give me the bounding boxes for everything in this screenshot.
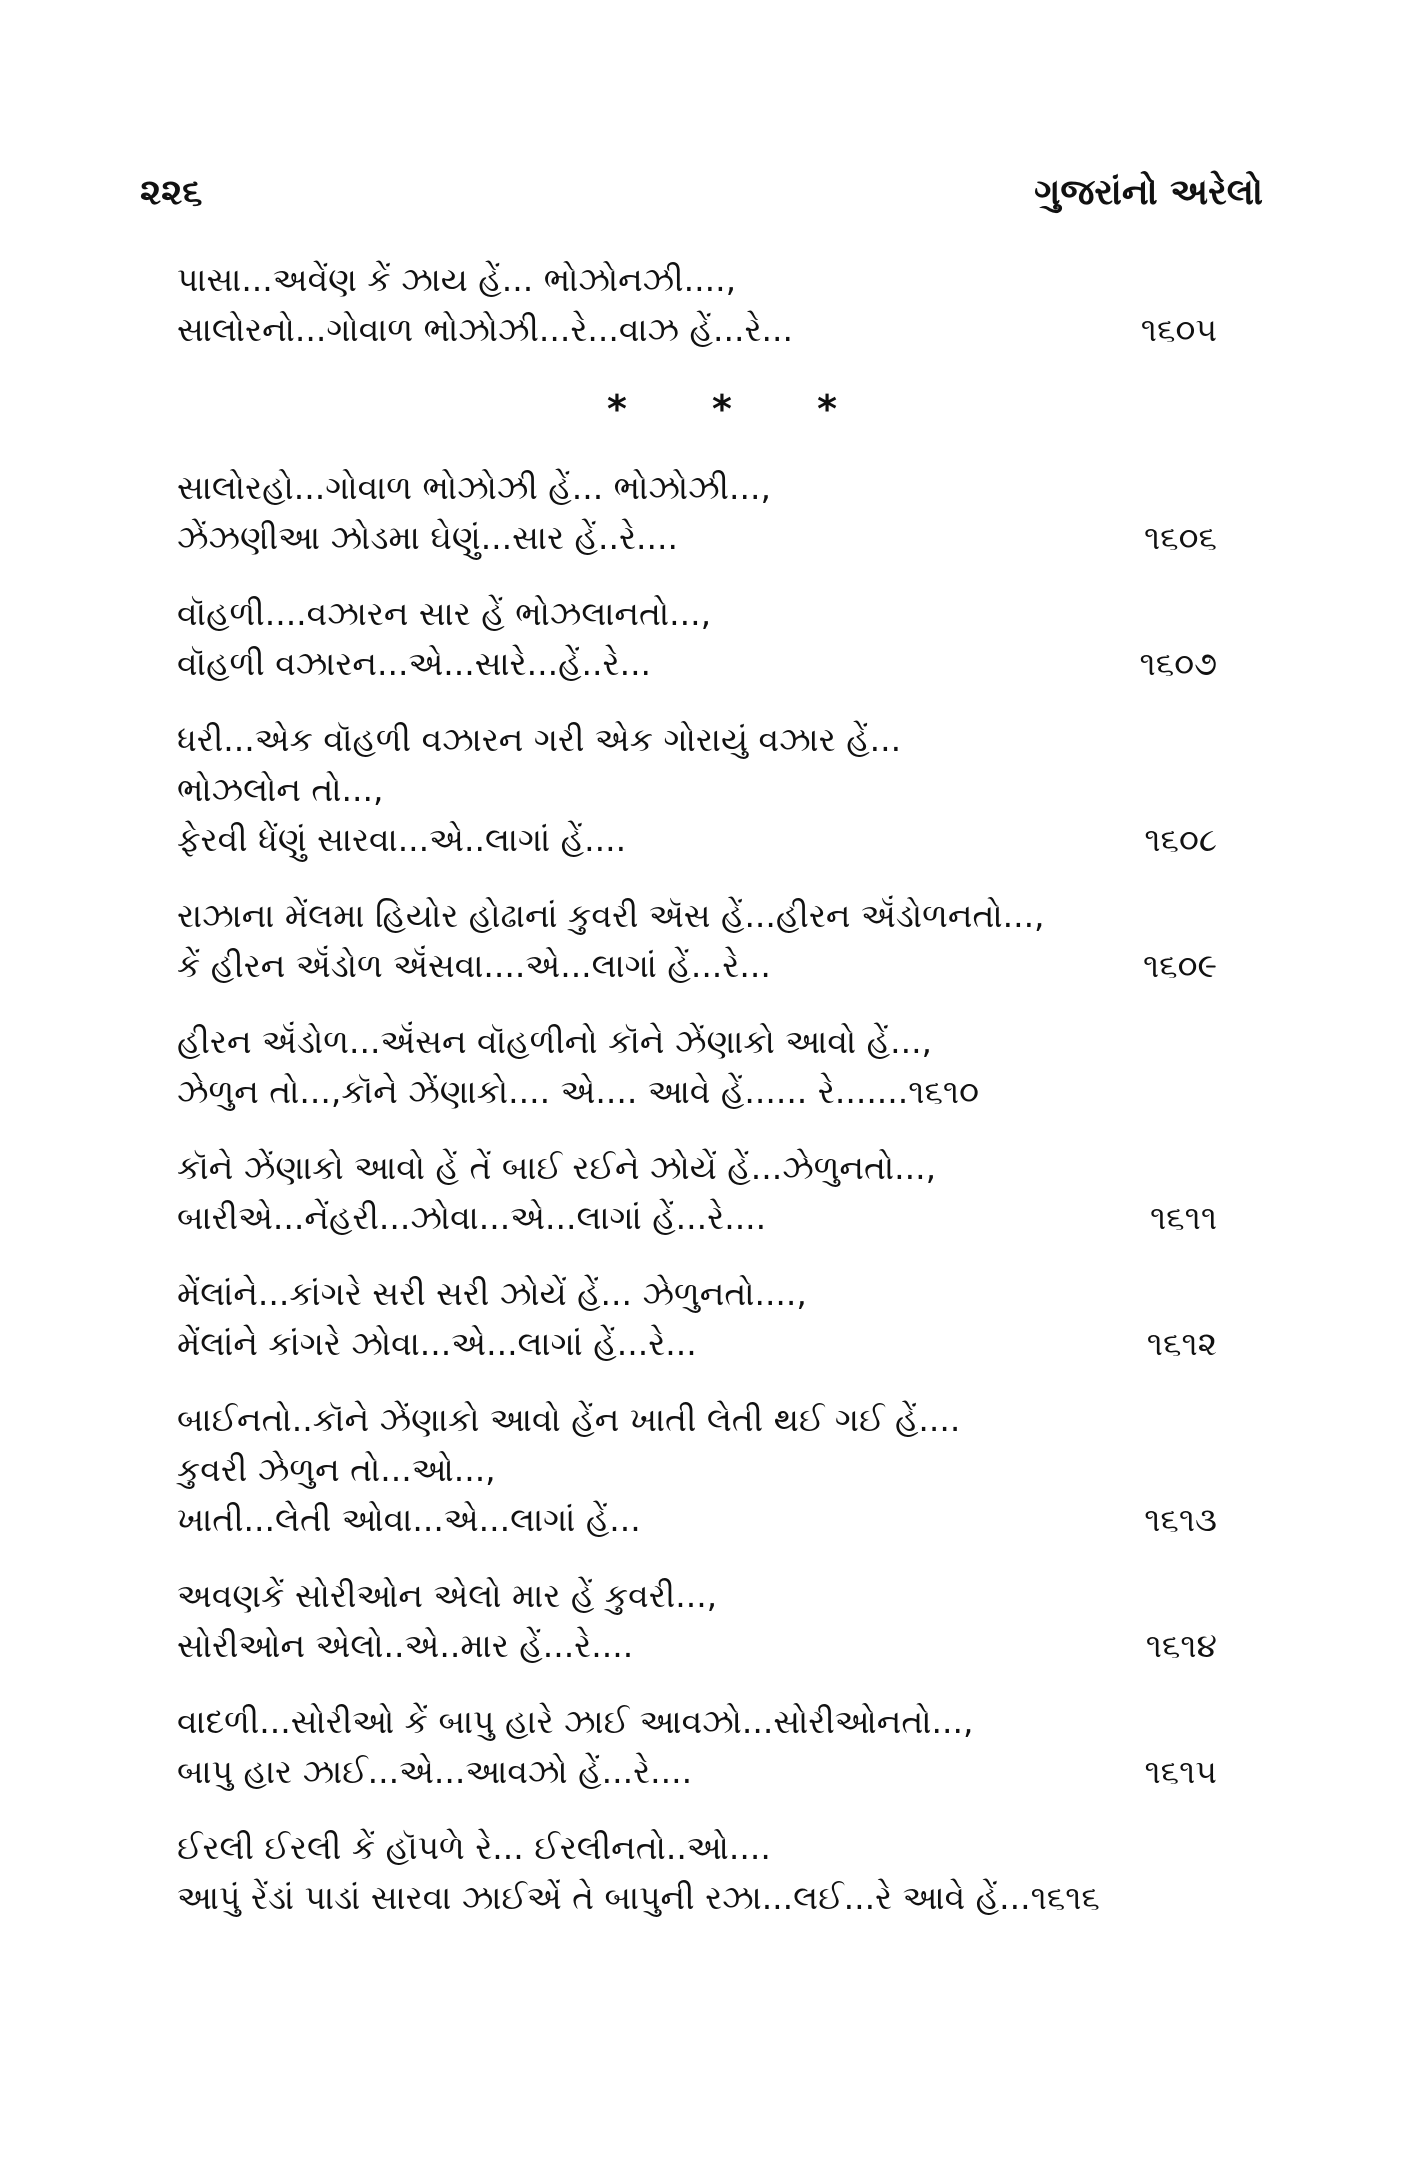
- stanza: [177, 463, 1267, 563]
- verse-text: ભોઝલોન તો...,: [177, 770, 384, 809]
- verse-line: [177, 715, 1267, 765]
- stanza: [177, 1395, 1267, 1545]
- verse-line: [177, 891, 1267, 941]
- verse-text: ઈરલી ઈરલી કેં હૉપળે રે... ઈરલીનતો..ઓ....: [177, 1828, 771, 1867]
- verse-line: [177, 1823, 1267, 1873]
- verse-line: [177, 1269, 1267, 1319]
- verse-text: બારીએ...નેંહરી...ઝોવા...એ...લાગાં હેં...રે....: [177, 1198, 767, 1237]
- verse-line: [177, 1621, 1267, 1671]
- section-separator: * * *: [606, 387, 874, 431]
- verse-text: સાલોરહો...ગોવાળ ભોઝોઝી હેં... ભોઝોઝી...,: [177, 468, 771, 507]
- verse-number: ૧૬૦૫: [1140, 310, 1217, 349]
- verse-line: [177, 1445, 1267, 1495]
- verse-line: [177, 305, 1267, 355]
- stanza: [177, 1823, 1267, 1923]
- verse-line: [177, 463, 1267, 513]
- stanza: [177, 1571, 1267, 1671]
- verse-text: કુવરી ઝેળુન તો...ઓ...,: [177, 1450, 496, 1489]
- verse-line: [177, 1697, 1267, 1747]
- verse-line: [177, 765, 1267, 815]
- verse-text: સોરીઓન એલો..એ..માર હેં...રે....: [177, 1626, 634, 1665]
- verse-number: ૧૬૧૬: [1030, 1878, 1100, 1917]
- page-number: ૨૨૬: [140, 172, 203, 213]
- verse-text: રાઝાના મેંલમા હિયોર હોઢાનાં કુવરી ઍસ હેં...હીરન ઍંડોળનતો...,: [177, 896, 1045, 935]
- verse-line: [177, 1017, 1267, 1067]
- verse-text: ફેરવી ધેંણું સારવા...એ..લાગાં હેં....: [177, 820, 627, 859]
- verse-number: ૧૬૦૬: [1144, 518, 1217, 557]
- verse-text: હીરન ઍંડોળ...ઍંસન વૉહળીનો કૉને ઝેંણાકો આવો હેં...,: [177, 1022, 933, 1061]
- verse-text: પાસા...અવેંણ કેં ઝાય હેં... ભોઝોનઝી....,: [177, 260, 737, 299]
- stanza: [177, 589, 1267, 689]
- verse-text: અવણકેં સોરીઓન એલો માર હેં કુવરી...,: [177, 1576, 718, 1615]
- verse-number: ૧૬૦૯: [1142, 946, 1217, 985]
- verse-line: [177, 255, 1267, 305]
- verse-line: [177, 1193, 1267, 1243]
- verse-number: ૧૬૧૫: [1144, 1752, 1217, 1791]
- verse-text: ધરી...એક વૉહળી વઝારન ગરી એક ગોરાયું વઝાર હેં...: [177, 720, 902, 759]
- verse-line: [177, 513, 1267, 563]
- verse-line: [177, 589, 1267, 639]
- verse-text: ખાતી...લેતી ઓવા...એ...લાગાં હેં...: [177, 1500, 641, 1539]
- verse-line: [177, 1395, 1267, 1445]
- verse-text: બાઈનતો..કૉને ઝેંણાકો આવો હેંન ખાતી લેતી થઈ ગઈ હેં....: [177, 1400, 961, 1439]
- verse-text: વાદળી...સોરીઓ કેં બાપુ હારે ઝાઈ આવઝો...સોરીઓનતો...,: [177, 1702, 974, 1741]
- verse-number: ૧૬૦૭: [1139, 644, 1217, 683]
- stanza: [177, 715, 1267, 865]
- verse-line: [177, 1319, 1267, 1369]
- verse-text: ઝેળુન તો...,કૉને ઝેંણાકો.... એ.... આવે હેં...... રે.......: [177, 1072, 909, 1111]
- stanza: [177, 1017, 1267, 1117]
- stanza: [177, 1143, 1267, 1243]
- running-title: ગુજરાંનો અરેલો: [1034, 172, 1263, 213]
- verse-text: મેંલાંને કાંગરે ઝોવા...એ...લાગાં હેં...રે...: [177, 1324, 697, 1363]
- verse-line: [177, 1571, 1267, 1621]
- verse-text: મેંલાંને...કાંગરે સરી સરી ઝોયેં હેં... ઝેળુનતો....,: [177, 1274, 807, 1313]
- verse-line: [177, 1747, 1267, 1797]
- verse-line: [177, 639, 1267, 689]
- verse-number: ૧૬૧૩: [1144, 1500, 1217, 1539]
- verse-number: ૧૬૧૦: [908, 1072, 979, 1111]
- verse-line: [177, 1143, 1267, 1193]
- verse-number: ૧૬૧૪: [1145, 1626, 1217, 1665]
- verse-text: બાપુ હાર ઝાઈ...એ...આવઝો હેં...રે....: [177, 1752, 693, 1791]
- stanza: [177, 255, 1267, 355]
- stanza: [177, 1269, 1267, 1369]
- stanza: [177, 891, 1267, 991]
- verse-number: ૧૬૦૮: [1144, 820, 1217, 859]
- verse-text: આપું રેંડાં પાડાં સારવા ઝાઈએં તે બાપુની રઝા...લઈ...રે આવે હેં...: [177, 1878, 1031, 1917]
- verse-line: [177, 815, 1267, 865]
- verse-line: [177, 1067, 1267, 1117]
- verse-line: [177, 1873, 1267, 1923]
- verse-number: ૧૬૧૨: [1146, 1324, 1217, 1363]
- verse-text: ઝેંઝણીઆ ઝોડમા ઘેણું...સાર હેં..રે....: [177, 518, 678, 557]
- verse-text: કેં હીરન ઍંડોળ ઍંસવા....એ...લાગાં હેં...રે...: [177, 946, 771, 985]
- verse-text: વૉહળી વઝારન...એ...સારે...હેં..રે...: [177, 644, 652, 683]
- verse-line: [177, 1495, 1267, 1545]
- page-header: [140, 172, 1263, 232]
- verse-line: [177, 941, 1267, 991]
- verse-text: કૉને ઝેંણાકો આવો હેં તેં બાઈ રઈને ઝોયેં હેં...ઝેળુનતો...,: [177, 1148, 937, 1187]
- verse-text: સાલોરનો...ગોવાળ ભોઝોઝી...રે...વાઝ હેં...રે...: [177, 310, 793, 349]
- verse-text: વૉહળી....વઝારન સાર હેં ભોઝલાનતો...,: [177, 594, 712, 633]
- verse-number: ૧૬૧૧: [1150, 1198, 1217, 1237]
- poem-body: [177, 255, 1267, 1949]
- stanza: [177, 1697, 1267, 1797]
